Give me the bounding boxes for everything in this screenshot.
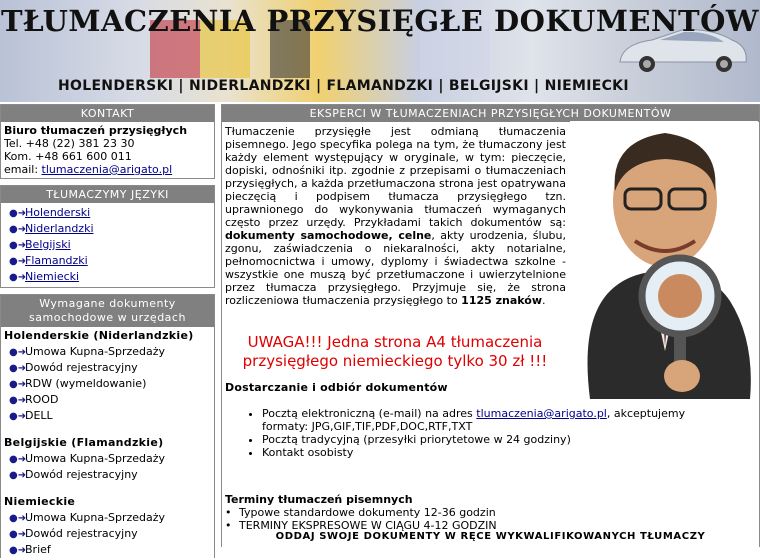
docs-list <box>1 451 214 483</box>
docs-list-item: ●➜Umowa Kupna-Sprzedaży <box>9 511 166 524</box>
arrow-bullet-icon: ●➜ <box>9 513 27 524</box>
languages-list <box>1 205 214 285</box>
contact-heading: KONTAKT <box>1 105 214 122</box>
arrow-bullet-icon: ●➜ <box>9 395 27 406</box>
final-slogan: ODDAJ SWOJE DOKUMENTY W RĘCE WYKWALIFIKOWANYCH TŁUMACZY <box>275 531 706 542</box>
docs-list-item: ●➜Dowód rejestracyjny <box>9 468 138 481</box>
docs-list-item: ●➜Dowód rejestracyjny <box>9 527 138 540</box>
docs-list-item: ●➜Dowód rejestracyjny <box>9 361 138 374</box>
list-item: • Pocztą tradycyjną (przesyłki priorytetowe w 24 godziny) <box>262 433 732 446</box>
language-link-item[interactable] <box>9 237 214 253</box>
language-link[interactable]: Niderlandzki <box>25 222 94 235</box>
list-item: • Typowe standardowe dokumenty 12-36 godzin <box>225 506 496 519</box>
docs-list-item: ●➜Brief <box>9 543 51 556</box>
email-link[interactable]: tlumaczenia@arigato.pl <box>41 163 173 176</box>
languages-heading: TŁUMACZYMY JĘZYKI <box>1 186 214 203</box>
arrow-bullet-icon: ●➜ <box>9 256 27 267</box>
docs-list-item: ●➜RDW (wymeldowanie) <box>9 377 147 390</box>
language-link[interactable]: Niemiecki <box>25 270 80 283</box>
docs-list <box>1 510 214 558</box>
man-with-magnifier-image <box>570 121 758 399</box>
page-title: TŁUMACZENIA PRZYSIĘGŁE DOKUMENTÓW <box>1 4 759 38</box>
delivery-heading: Dostarczanie i odbiór dokumentów <box>225 381 448 394</box>
list-item: • Kontakt osobisty <box>262 446 732 459</box>
languages-banner: HOLENDERSKI | NIDERLANDZKI | FLAMANDZKI | BELGIJSKI | NIEMIECKI <box>58 78 629 94</box>
language-link[interactable]: Flamandzki <box>25 254 88 267</box>
company-name: Biuro tłumaczeń przysięgłych <box>4 124 188 137</box>
terms-heading: Terminy tłumaczeń pisemnych <box>225 493 413 506</box>
contact-box <box>0 104 215 179</box>
arrow-bullet-icon: ●➜ <box>9 363 27 374</box>
language-link-item[interactable] <box>9 205 214 221</box>
docs-group-title: Belgijskie (Flamandzkie) <box>4 436 164 449</box>
docs-list <box>1 344 214 424</box>
arrow-bullet-icon: ●➜ <box>9 347 27 358</box>
language-link-item[interactable] <box>9 221 214 237</box>
docs-list-item: ●➜Umowa Kupna-Sprzedaży <box>9 452 166 465</box>
docs-group-title: Niemieckie <box>4 495 76 508</box>
arrow-bullet-icon: ●➜ <box>9 529 27 540</box>
left-sidebar <box>0 104 215 560</box>
arrow-bullet-icon: ●➜ <box>9 470 27 481</box>
delivery-list <box>246 407 732 459</box>
language-link[interactable]: Belgijski <box>25 238 71 251</box>
arrow-bullet-icon: ●➜ <box>9 454 27 465</box>
arrow-bullet-icon: ●➜ <box>9 208 27 219</box>
arrow-bullet-icon: ●➜ <box>9 411 27 422</box>
intro-text: Tłumaczenie przysięgłe jest odmianą tłumaczenia pisemnego. Jego specyfika polega na tym, że tłumaczony jest każdy element występujący w oryginale, w tym: pieczęcie, dopiski, odnośniki itp. zgodnie z przepisami o tłumaczeniach przysięgłych, a każda przetłumaczona strona jest opatrywana pieczęcią i podpisem tłumacza przysięgłego tzn. uprawnionego do wykonywania tłumaczeń wymaganych często przez urzędy. Przykładami takich dokumentów są: dokumenty samochodowe, celne, akty urodzenia, ślubu, zgonu, zaświadczenia o niekaralności, akty notarialne, pełnomocnictwa i umowy, dyplomy i świadectwa szkolne - wszystkie one muszą być przetłumaczone i uwierzytelnione przez tłumacza przysięgłego. Przyjmuje się, że strona rozliczeniowa tłumaczenia przysięgłego to 1125 znaków. <box>225 125 567 307</box>
language-link-item[interactable] <box>9 253 214 269</box>
docs-list-item: ●➜DELL <box>9 409 53 422</box>
email-link-main[interactable]: tlumaczenia@arigato.pl <box>476 407 607 420</box>
terms-section <box>225 493 497 532</box>
arrow-bullet-icon: ●➜ <box>9 272 27 283</box>
mobile-number: Kom. +48 661 600 011 <box>4 150 132 163</box>
phone-number: Tel. +48 (22) 381 23 30 <box>4 137 135 150</box>
languages-box <box>0 185 215 288</box>
header-banner <box>0 0 760 102</box>
docs-list-item: ●➜Umowa Kupna-Sprzedaży <box>9 345 166 358</box>
list-item: • Pocztą elektroniczną (e-mail) na adres tlumaczenia@arigato.pl, akceptujemy formaty: JPG,GIF,TIF,PDF,DOC,RTF,TXT <box>262 407 732 433</box>
docs-groups <box>1 327 214 558</box>
arrow-bullet-icon: ●➜ <box>9 545 27 556</box>
arrow-bullet-icon: ●➜ <box>9 240 27 251</box>
required-docs-heading: Wymagane dokumenty samochodowe w urzędach <box>1 295 214 327</box>
required-docs-box <box>0 294 215 558</box>
email-label: email: <box>4 163 42 176</box>
main-content <box>221 104 760 547</box>
arrow-bullet-icon: ●➜ <box>9 224 27 235</box>
arrow-bullet-icon: ●➜ <box>9 379 27 390</box>
language-link-item[interactable] <box>9 269 214 285</box>
price-notice: UWAGA!!! Jedna strona A4 tłumaczenia przysięgłego niemieckiego tylko 30 zł !!! <box>242 333 548 370</box>
docs-list-item: ●➜ROOD <box>9 393 59 406</box>
docs-group-title: Holenderskie (Niderlandzkie) <box>4 329 194 342</box>
language-link[interactable]: Holenderski <box>25 206 91 219</box>
list-item: • TERMINY EKSPRESOWE W CIĄGU 4-12 GODZIN <box>225 519 497 532</box>
main-heading: EKSPERCI W TŁUMACZENIACH PRZYSIĘGŁYCH DOKUMENTÓW <box>222 105 759 122</box>
